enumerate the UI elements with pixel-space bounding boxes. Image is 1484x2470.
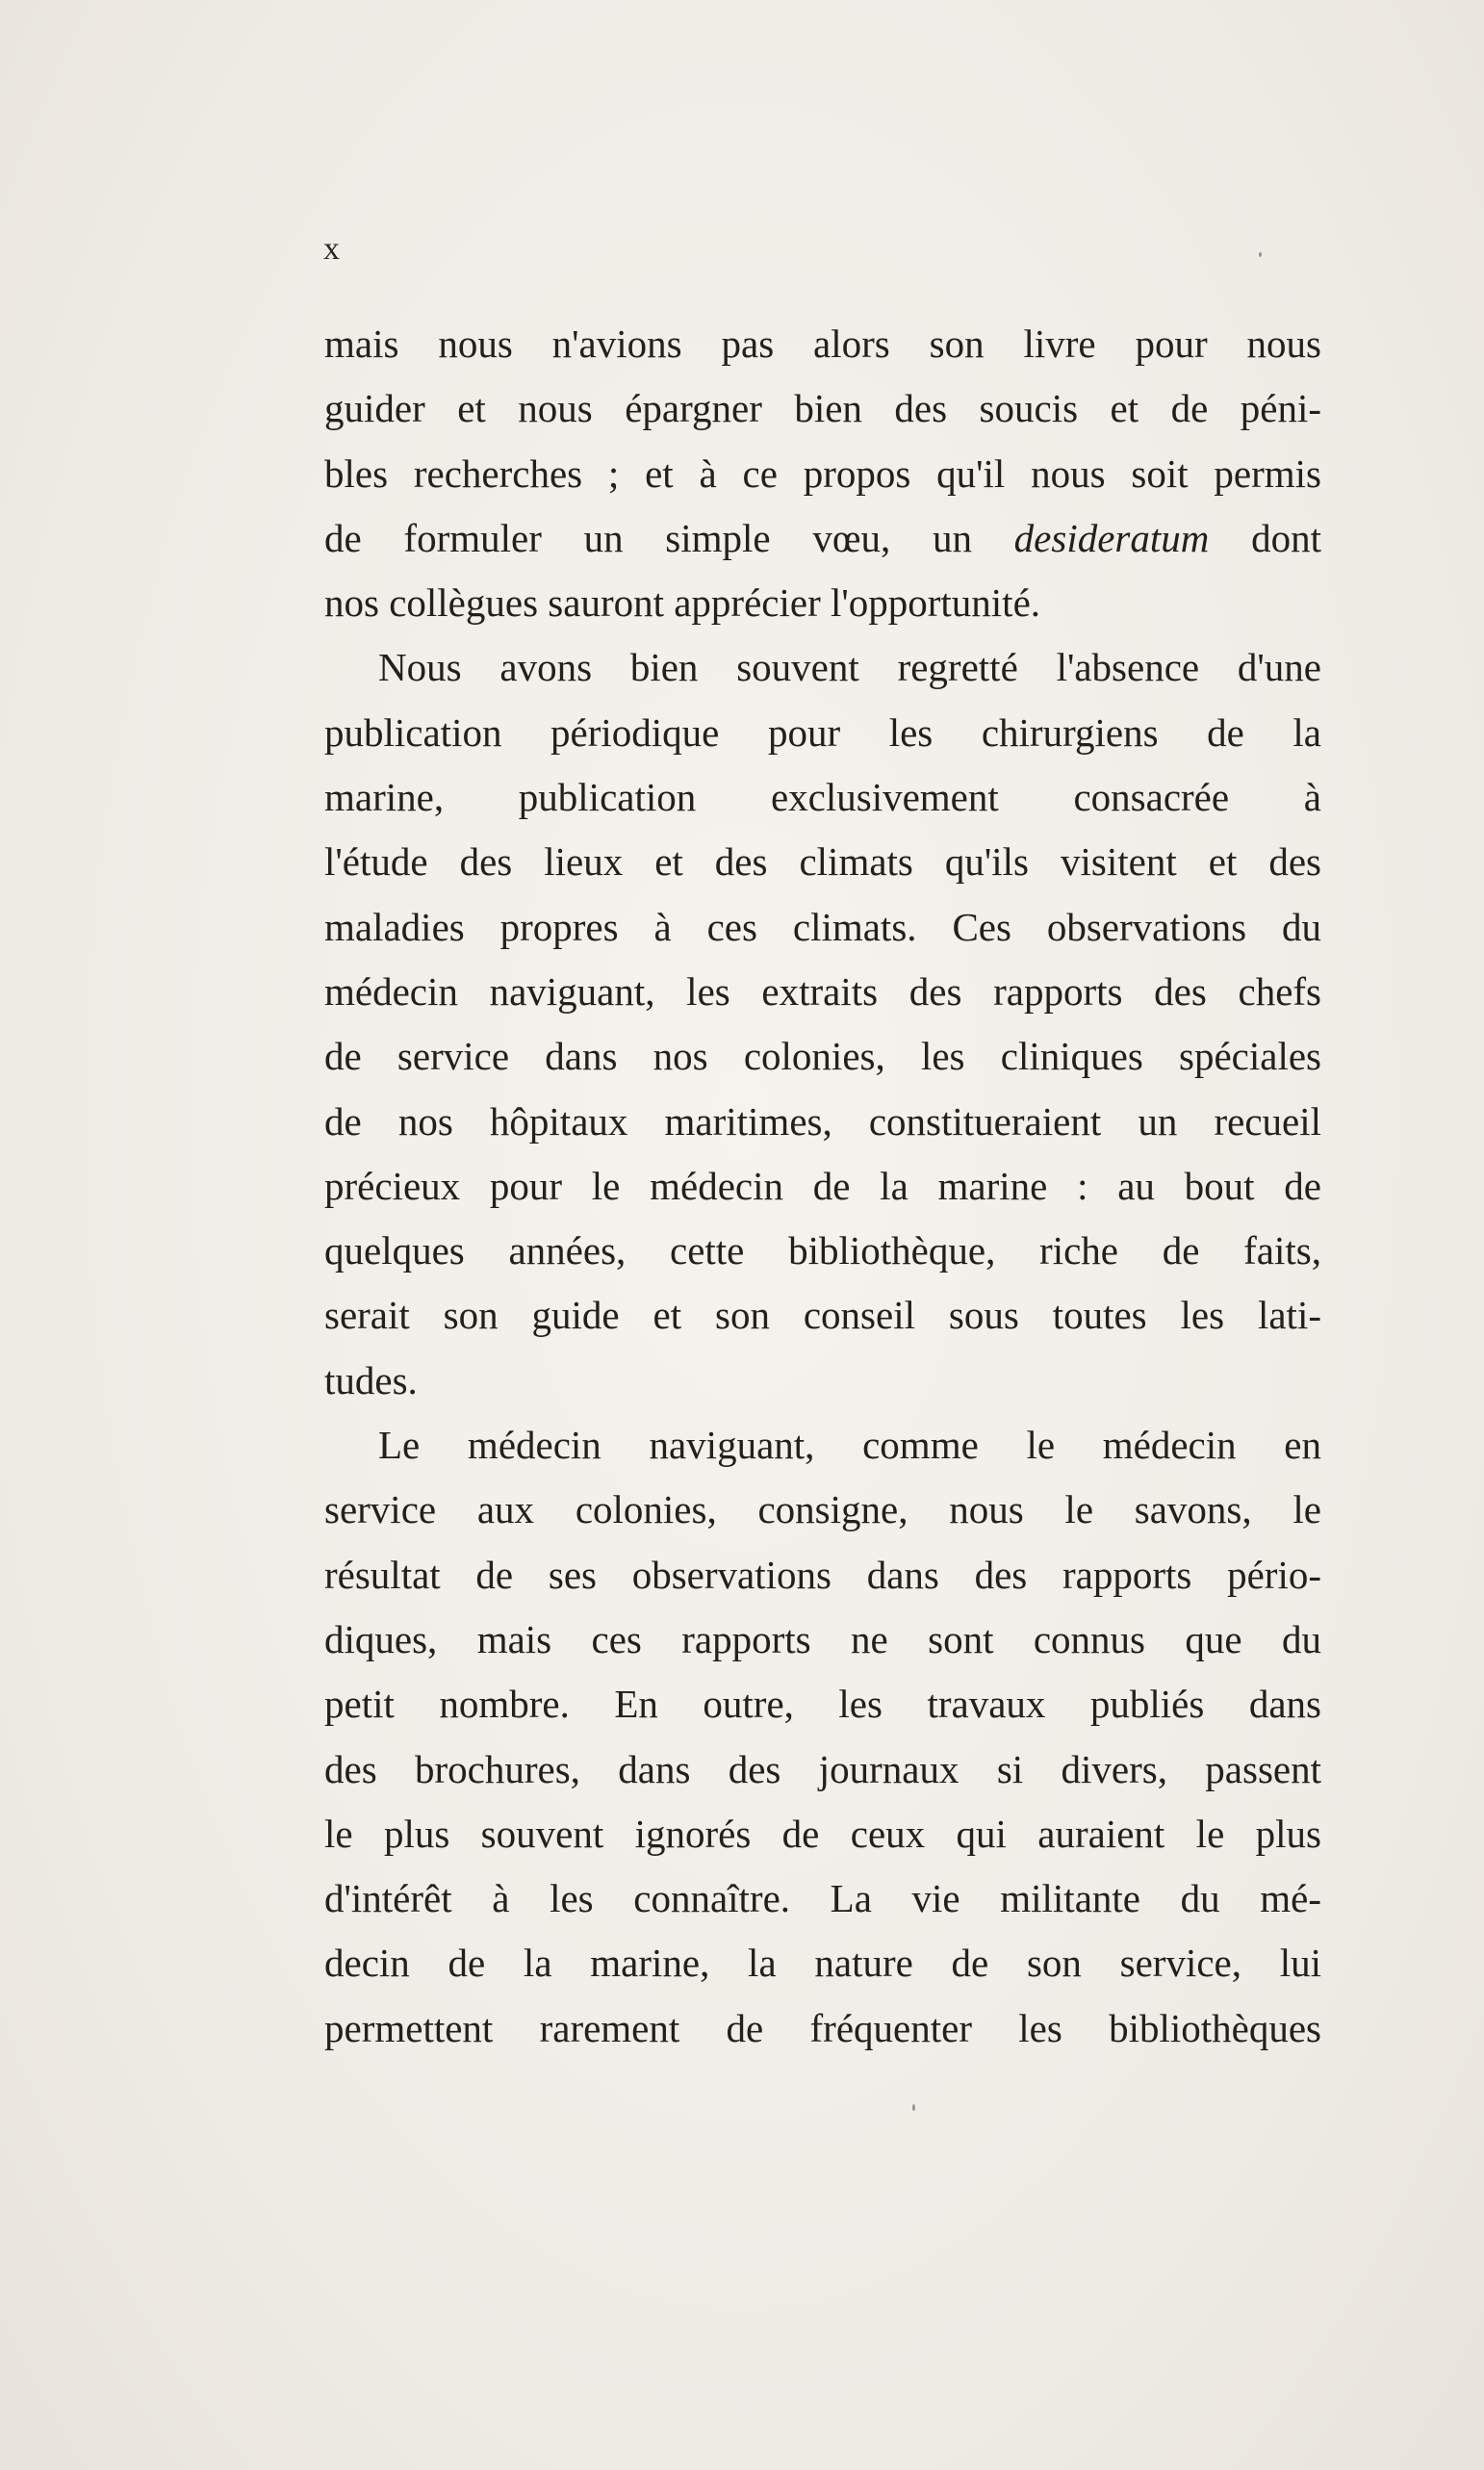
text-line-with-italic: [324, 506, 1321, 571]
text-line: service aux colonies, consigne, nous le savons, le: [324, 1487, 1321, 1532]
text-line: guider et nous épargner bien des soucis et de péni-: [324, 386, 1321, 431]
text-run: de formuler un simple vœu, un: [324, 515, 1014, 560]
paragraph: [324, 312, 1321, 635]
text-line: nos collègues sauront apprécier l'opportunité.: [324, 580, 1041, 626]
text-run: dont: [1209, 515, 1321, 560]
ink-speck: [912, 2104, 915, 2111]
text-line: petit nombre. En outre, les travaux publiés dans: [324, 1682, 1321, 1727]
text-line: précieux pour le médecin de la marine : au bout de: [324, 1163, 1321, 1208]
text-line: Le médecin naviguant, comme le médecin en: [378, 1423, 1321, 1468]
text-line: l'étude des lieux et des climats qu'ils visitent et des: [324, 839, 1321, 885]
text-line: de nos hôpitaux maritimes, constitueraient un recueil: [324, 1098, 1321, 1144]
text-line: serait son guide et son conseil sous toutes les lati-: [324, 1293, 1321, 1338]
text-line: maladies propres à ces climats. Ces observations du: [324, 904, 1321, 949]
text-line: marine, publication exclusivement consacrée à: [324, 775, 1321, 820]
text-line: de service dans nos colonies, les cliniques spéciales: [324, 1034, 1321, 1079]
text-line: publication périodique pour les chirurgiens de la: [324, 709, 1321, 755]
text-line: des brochures, dans des journaux si divers, passent: [324, 1746, 1321, 1791]
paragraph: [324, 635, 1321, 1413]
text-line: d'intérêt à les connaître. La vie militante du mé-: [324, 1876, 1321, 1921]
text-line: médecin naviguant, les extraits des rapports des chefs: [324, 968, 1321, 1014]
italic-term: desideratum: [1013, 515, 1210, 560]
ink-speck: [1259, 252, 1262, 257]
text-line: mais nous n'avions pas alors son livre pour nous: [324, 322, 1321, 366]
text-line: quelques années, cette bibliothèque, riche de faits,: [324, 1228, 1321, 1274]
body-text: [324, 312, 1321, 2061]
text-line: decin de la marine, la nature de son service, lui: [324, 1941, 1321, 1986]
text-line: tudes.: [324, 1357, 418, 1402]
text-line: le plus souvent ignorés de ceux qui auraient le plus: [324, 1811, 1321, 1856]
text-line: diques, mais ces rapports ne sont connus que du: [324, 1616, 1321, 1661]
text-line: permettent rarement de fréquenter les bibliothèques: [324, 2005, 1321, 2050]
text-line: Nous avons bien souvent regretté l'absence d'une: [378, 645, 1321, 690]
paragraph: [324, 1413, 1321, 2061]
page-number: x: [323, 231, 341, 267]
text-line: bles recherches ; et à ce propos qu'il nous soit permis: [324, 450, 1321, 496]
text-line: résultat de ses observations dans des rapports pério-: [324, 1552, 1321, 1597]
